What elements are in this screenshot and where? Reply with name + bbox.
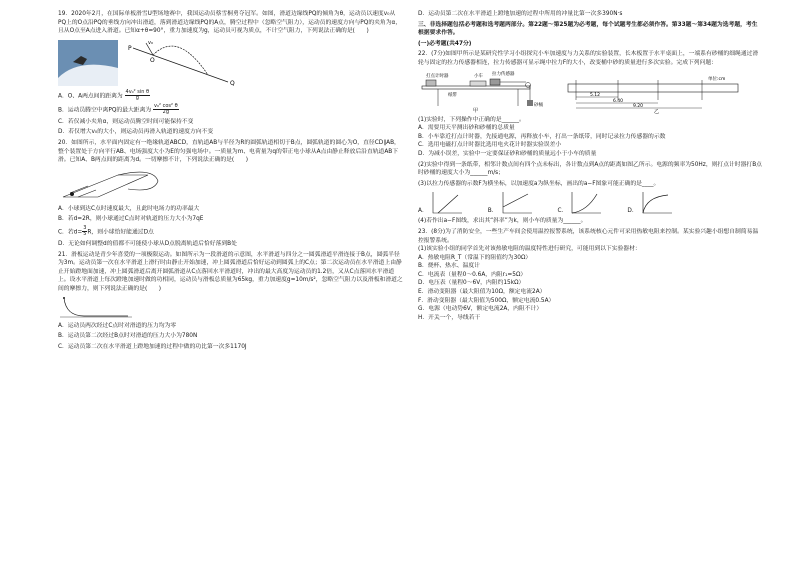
charged-ball <box>70 192 74 196</box>
graph-b-plot <box>500 191 534 215</box>
sensor-block <box>490 79 500 85</box>
label-tape: 纸带 <box>448 92 457 98</box>
q23-item-c: C．电流表（量程0～0.6A，内阻r₁=5Ω） <box>418 271 527 278</box>
q23-part1: (1)该实验小组的同学首先对该热敏电阻的温度特性进行研究，可能用到以下实验器材： <box>418 246 641 253</box>
q23-item-d: D．电压表（量程0～6V，内阻约15kΩ） <box>418 280 525 287</box>
q19-option-d: D．若仅增大v₀的大小，则运动员再滑入轨道的速度方向不变 <box>58 129 214 136</box>
q19-option-c: C．若仅减小夹角α，则运动员腾空时间可能保持不变 <box>58 118 194 125</box>
q21-option-c: C．运动员第二次在水平滑道上蹬地加速的过程中做的功比第一次多1170J <box>58 343 247 350</box>
label-q: Q <box>230 79 235 87</box>
q21-stem: 21．滑板运动是青少年喜爱的一项极限运动。如图所示为一段滑道的示意图，水平滑道与四分之一圆弧滑道平滑连接于B点，圆弧半径为3m。运动员第一次在水平滑道上滑行时由静止开始加速，冲上圆弧滑道后恰好运动到圆弧上的C点；第二次运动员在水平滑道上由静止开始蹬地面加速，冲上圆弧滑道后离开圆弧滑道从C点落回水平滑道时，冲出的最大高度为运动员的1.2倍，又从C点落回水平滑道上。设水平滑道上每次蹬地加速时做的功相同，运动员与滑板总质量为65kg，重力加速度g=10m/s²，忽略空气阻力以及滑板和滑道之间的摩擦力，则下列说法正确的是( ) <box>58 251 403 292</box>
q22-part1-b: B．小车靠近打点计时器，先接通电源，再释放小车，打出一条纸带，同时记录拉力传感器的示数 <box>418 133 666 140</box>
q21-option-d: D．运动员第二次在水平滑道上蹬地加速的过程中所用的冲量比第一次多390N·s <box>418 11 623 17</box>
q23-item-f: F．滑动变阻器（最大阻值为500Ω，额定电流0.5A） <box>418 297 555 304</box>
q23-item-b: B．烧杯、热水、温度计 <box>418 263 480 270</box>
q22-part1-a: A．需要用天平测出砂和砂桶的总质量 <box>418 125 515 132</box>
label-o: O <box>150 56 155 64</box>
label-bucket: 砂桶 <box>534 102 543 108</box>
q19-snowboard-figure <box>58 38 238 88</box>
q22-apparatus-figure <box>418 70 758 114</box>
label-sensor: 拉力传感器 <box>492 71 515 77</box>
paper-tape <box>568 84 738 92</box>
label-cart: 小车 <box>474 73 483 79</box>
label-dist-3: 9.20 <box>633 103 644 109</box>
graph-option-b: B． <box>488 191 534 215</box>
q22-part4: (4)若作出a−F图线，求出其“斜率”为k，则小车的质量为______。 <box>418 218 587 225</box>
right-column <box>418 10 763 322</box>
section3-title: 三、非选择题包括必考题和选考题两部分。第22题～第25题为必考题，每个试题考生都必须作答。第33题～第34题为选考题，考生根据要求作答。 <box>418 21 758 37</box>
q22-part1-d: D．为减小误差，实验中一定要保证砂和砂桶的质量远小于小车的质量 <box>418 150 597 157</box>
pq-slope-line <box>133 48 228 82</box>
label-p: P <box>128 44 132 52</box>
graph-a-plot <box>430 191 464 215</box>
q20-track-figure <box>58 167 168 203</box>
q19-option-b: B．运动员腾空中离PQ的最大距离为 $\frac{\text{v₀² cos² θ}}{2g}$ <box>58 102 178 116</box>
left-column <box>58 10 403 351</box>
long-board <box>422 86 530 89</box>
q22-part1: (1)实验时，下列操作中正确的是______。 <box>418 116 525 123</box>
q23-stem: 23．(8分)为了消防安全，一些生产车间会使用温控报警系统，该系统核心元件可采用热敏电阻来控制。某实验兴趣小组想自制简易温控报警系统。 <box>418 228 759 244</box>
q22-part2: (2)实验中得到一条纸带，相邻计数点间有四个点未标出，各计数点到A点的距离如图乙所示。电源的频率为50Hz，则打点计时器打B点时砂桶的速度大小为______m/s； <box>418 161 762 177</box>
graph-option-c: C． <box>558 191 604 215</box>
q21-option-a: A．运动员两次经过C点时对滑道的压力均为零 <box>58 322 177 329</box>
q20-option-c: C．若d= $\frac{3}{5}$ R，则小球恰好能通过D点 <box>58 224 154 238</box>
label-jia: 甲 <box>473 107 479 114</box>
q21-skate-ramp-figure <box>58 296 138 320</box>
graph-d-plot <box>640 191 674 215</box>
q22-stem: 22．(7分)如图甲所示是某研究性学习小组探究小车加速度与力关系的实验装置，长木板置于水平桌面上，一端系有砂桶的细绳通过滑轮与固定的拉力传感器相连，拉力传感器可显示绳中拉力F的大小，改变桶中砂的质量进行多次实验。完成下列问题： <box>418 51 759 66</box>
label-dist-2: 6.40 <box>613 98 624 104</box>
graph-option-d: D． <box>627 191 673 215</box>
section3-subtitle: (一)必考题(共47分) <box>418 40 472 47</box>
graph-option-a: A． <box>418 191 464 215</box>
q23-item-a: A．热敏电阻R_T（常温下的阻值约为30Ω） <box>418 254 532 261</box>
timer-block <box>426 80 436 86</box>
q20-c-fraction: $\frac{3}{5}$ <box>83 224 87 238</box>
trajectory-curve <box>153 46 208 75</box>
q20-option-d: D．无论如何调整d的值都不可能使小球从D点脱离轨道后恰好落到B处 <box>58 240 237 247</box>
q20-option-b: B．若d=2R，则小球通过C点时对轨道的压力大小为7qE <box>58 216 204 223</box>
graph-c-plot <box>569 191 603 215</box>
label-yi: 乙 <box>654 108 660 114</box>
q22-graph-options <box>418 191 763 215</box>
q19-a-fraction: $\frac{\text{4v₀² sin θ}}{g}$ <box>125 88 150 102</box>
q22-part1-c: C．选用电磁打点计时器比选用电火花计时器实验误差小 <box>418 142 562 149</box>
q19-b-fraction: $\frac{\text{v₀² cos² θ}}{2g}$ <box>154 102 178 116</box>
ramp-curve <box>64 298 128 316</box>
q23-item-e: E．滑动变阻器（最大阻值为10Ω，额定电流2A） <box>418 289 546 296</box>
label-dist-1: 5.12 <box>590 92 601 98</box>
q21-option-b: B．运动员第二次经过B点时对滑道的压力大小为780N <box>58 333 198 340</box>
q20-stem: 20．如图所示，水平面内固定有一绝缘轨道ABCD，直轨道AB与半径为R的圆弧轨道相切于B点，圆弧轨道的圆心为O，直径CD∥AB，整个装置处于方向平行AB、电场强度大小为E的匀强电场中。一质量为m、电荷量为q的带正电小球从A点由静止释放后沿直轨道AB下滑。已知A、B两点间的距离为d。一切摩擦不计，下列说法正确的是( ) <box>58 139 400 164</box>
cart-block <box>470 81 486 86</box>
q22-part3: (3)以拉力传感器的示数F为横坐标，以加速度a为纵坐标，画出的a−F图象可能正确的是____。 <box>418 180 660 187</box>
sand-bucket <box>527 100 533 106</box>
q19-option-a: A．O、A两点间的距离为 $\frac{\text{4v₀² sin θ}}{g}$ <box>58 88 150 102</box>
q23-item-h: H．开关一个，导线若干 <box>418 314 481 321</box>
q23-item-g: G．电源（电动势6V，额定电流2A，内阻不计） <box>418 306 543 313</box>
label-timer: 打点计时器 <box>426 73 449 79</box>
label-v0: v₀ <box>148 39 153 46</box>
label-units: 单位:cm <box>708 76 726 82</box>
q20-option-a: A．小球到达C点时速度最大，且此时电场力的功率最大 <box>58 205 200 212</box>
q19-stem: 19．2020年2月，在国际单板滑雪U型场地赛中，我国运动员蔡雪桐勇夺冠军。如图，滑道边缘线PQ的倾角为θ，运动员以速度v₀从PQ上的O点沿PQ的垂线方向冲出滑道，落到滑道边缘线PQ的A点，腾空过程中（忽略空气阻力），运动员的速度方向与PQ的夹角为α，且从O点至A点进入滑道。已知α+θ=90°，重力加速度为g，运动员可视为质点，不计空气阻力，下列说法正确的是( ) <box>58 11 402 35</box>
